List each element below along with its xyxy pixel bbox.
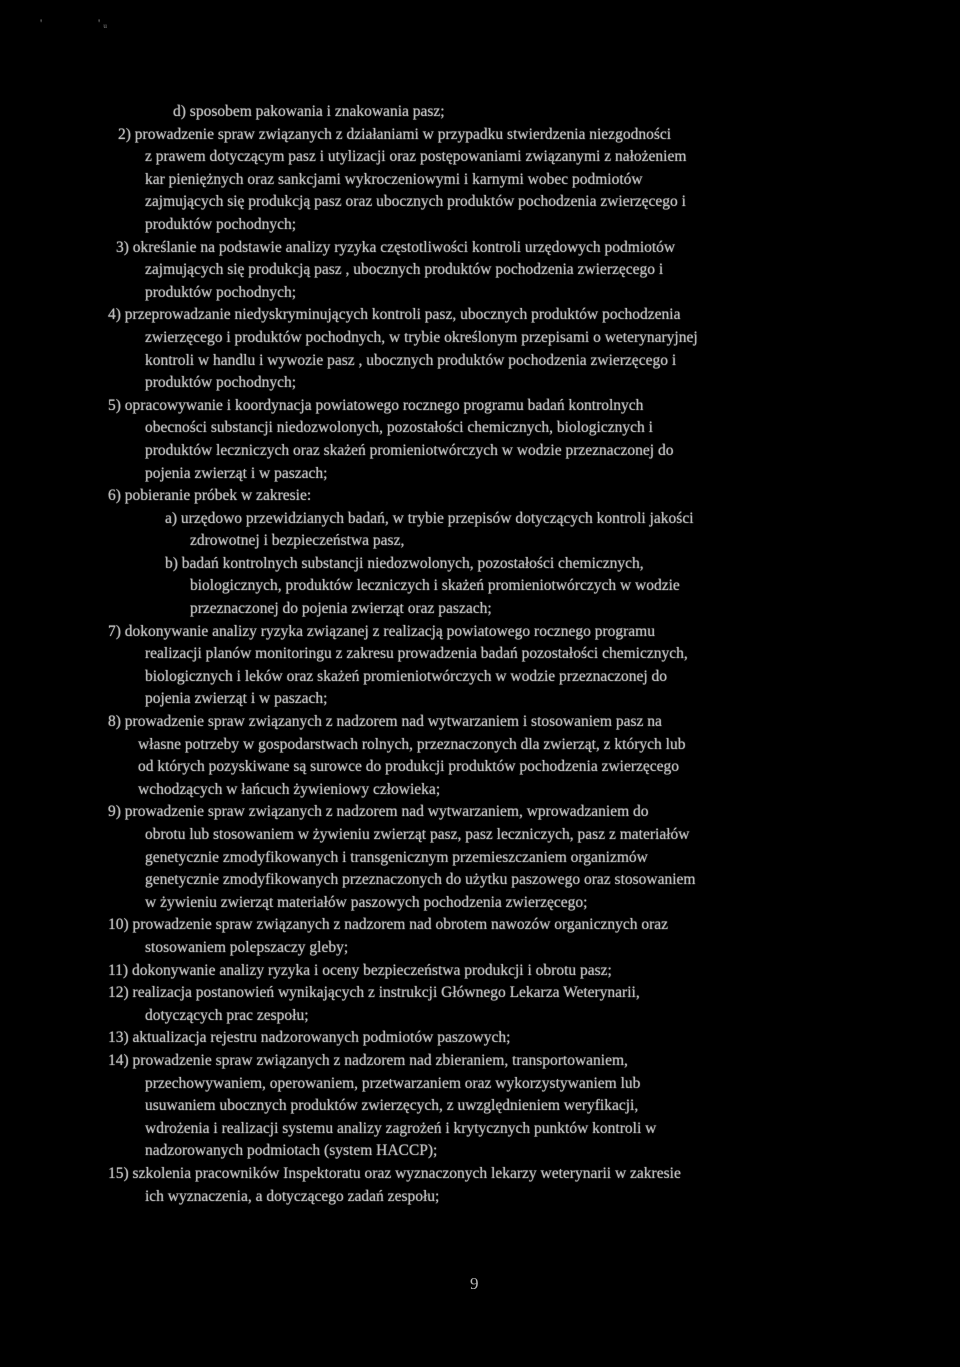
text-line: wdrożenia i realizacji systemu analizy zagrożeń i krytycznych punktów kontroli w — [145, 1119, 657, 1137]
text-line: biologicznych, produktów leczniczych i skażeń promieniotwórczych w wodzie — [190, 577, 680, 595]
text-line: w żywieniu zwierząt materiałów paszowych pochodzenia zwierzęcego; — [145, 893, 588, 911]
text-line: od których pozyskiwane są surowce do produkcji produktów pochodzenia zwierzęcego — [138, 758, 680, 776]
text-line: ich wyznaczenia, a dotyczącego zadań zespołu; — [145, 1187, 440, 1205]
text-line: 6) pobieranie próbek w zakresie: — [108, 487, 312, 505]
text-line: obrotu lub stosowaniem w żywieniu zwierząt pasz, pasz leczniczych, pasz z materiałów — [145, 826, 690, 843]
text-line: zajmujących się produkcją pasz oraz ubocznych produktów pochodzenia zwierzęcego i — [145, 193, 686, 211]
text-line: przeznaczonej do pojenia zwierząt oraz paszach; — [190, 600, 492, 618]
text-line: 10) prowadzenie spraw związanych z nadzorem nad obrotem nawozów organicznych oraz — [108, 916, 669, 934]
document-body — [0, 101, 960, 1208]
text-line: 2) prowadzenie spraw związanych z działaniami w przypadku stwierdzenia niezgodności — [118, 125, 672, 143]
text-line: produktów pochodnych; — [145, 283, 297, 301]
text-line: 13) aktualizacja rejestru nadzorowanych podmiotów paszowych; — [108, 1029, 511, 1047]
text-line: produktów pochodnych; — [145, 215, 297, 233]
text-line: 5) opracowywanie i koordynacja powiatowego rocznego programu badań kontrolnych — [108, 396, 644, 414]
text-line: 14) prowadzenie spraw związanych z nadzorem nad zbieraniem, transportowaniem, — [108, 1051, 628, 1069]
text-line: 4) przeprowadzanie niedyskryminujących kontroli pasz, ubocznych produktów pochodzenia — [108, 306, 681, 324]
text-line: zdrowotnej i bezpieczeństwa pasz, — [190, 532, 405, 550]
text-line: 8) prowadzenie spraw związanych z nadzorem nad wytwarzaniem i stosowaniem pasz na — [108, 713, 662, 731]
text-line: zwierzęcego i produktów pochodnych, w trybie określonym przepisami o weterynaryjnej — [145, 328, 698, 346]
text-line: b) badań kontrolnych substancji niedozwolonych, pozostałości chemicznych, — [165, 554, 644, 572]
text-line: genetycznie zmodyfikowanych przeznaczonych do użytku paszowego oraz stosowaniem — [145, 871, 696, 889]
text-line: produktów pochodnych; — [145, 374, 297, 392]
text-line: z prawem dotyczącym pasz i utylizacji oraz postępowaniami związanymi z nałożeniem — [145, 148, 687, 166]
text-line: 3) określanie na podstawie analizy ryzyka częstotliwości kontroli urzędowych podmiotów — [116, 238, 676, 256]
text-line: obecności substancji niedozwolonych, pozostałości chemicznych, biologicznych i — [145, 419, 653, 437]
text-line: d) sposobem pakowania i znakowania pasz; — [173, 103, 445, 120]
text-line: stosowaniem polepszaczy gleby; — [145, 938, 349, 956]
text-line: 9) prowadzenie spraw związanych z nadzorem nad wytwarzaniem, wprowadzaniem do — [108, 803, 649, 821]
text-line: usuwaniem ubocznych produktów zwierzęcych, z uwzględnieniem weryfikacji, — [145, 1097, 639, 1115]
text-line: własne potrzeby w gospodarstwach rolnych, przeznaczonych dla zwierząt, z których lub — [138, 735, 686, 753]
text-line: a) urzędowo przewidzianych badań, w trybie przepisów dotyczących kontroli jakości — [165, 509, 694, 527]
page-number: 9 — [470, 1274, 479, 1293]
text-line: zajmujących się produkcją pasz , ubocznych produktów pochodzenia zwierzęcego i — [145, 261, 664, 279]
text-line: 12) realizacja postanowień wynikających z instrukcji Głównego Lekarza Weterynarii, — [108, 984, 640, 1002]
text-line: przechowywaniem, operowaniem, przetwarzaniem oraz wykorzystywaniem lub — [145, 1074, 641, 1092]
text-line: realizacji planów monitoringu z zakresu prowadzenia badań pozostałości chemicznych, — [145, 645, 688, 663]
text-line: 11) dokonywanie analizy ryzyka i oceny bezpieczeństwa produkcji i obrotu pasz; — [108, 961, 612, 979]
text-line: produktów leczniczych oraz skażeń promieniotwórczych w wodzie przeznaczonej do — [145, 441, 674, 459]
scan-mark-right: ' ᵤ — [98, 16, 108, 30]
text-line: kontroli w handlu i wywozie pasz , ubocznych produktów pochodzenia zwierzęcego i — [145, 351, 677, 369]
text-line: pojenia zwierząt i w paszach; — [145, 690, 328, 708]
text-line: nadzorowanych podmiotach (system HACCP); — [145, 1142, 438, 1160]
text-line: kar pieniężnych oraz sankcjami wykroczeniowymi i karnymi wobec podmiotów — [145, 170, 643, 188]
text-line: dotyczących prac zespołu; — [145, 1006, 309, 1024]
text-line: genetycznie zmodyfikowanych i transgenicznym przemieszczaniem organizmów — [145, 848, 648, 866]
text-line: pojenia zwierząt i w paszach; — [145, 464, 328, 482]
scan-mark-left: ' — [40, 16, 43, 30]
text-line: 7) dokonywanie analizy ryzyka związanej z realizacją powiatowego rocznego programu — [108, 622, 655, 640]
text-line: 15) szkolenia pracowników Inspektoratu oraz wyznaczonych lekarzy weterynarii w zakresie — [108, 1164, 681, 1182]
text-line: biologicznych i leków oraz skażeń promieniotwórczych w wodzie przeznaczonej do — [145, 667, 668, 685]
text-line: wchodzących w łańcuch żywieniowy człowieka; — [138, 780, 441, 798]
